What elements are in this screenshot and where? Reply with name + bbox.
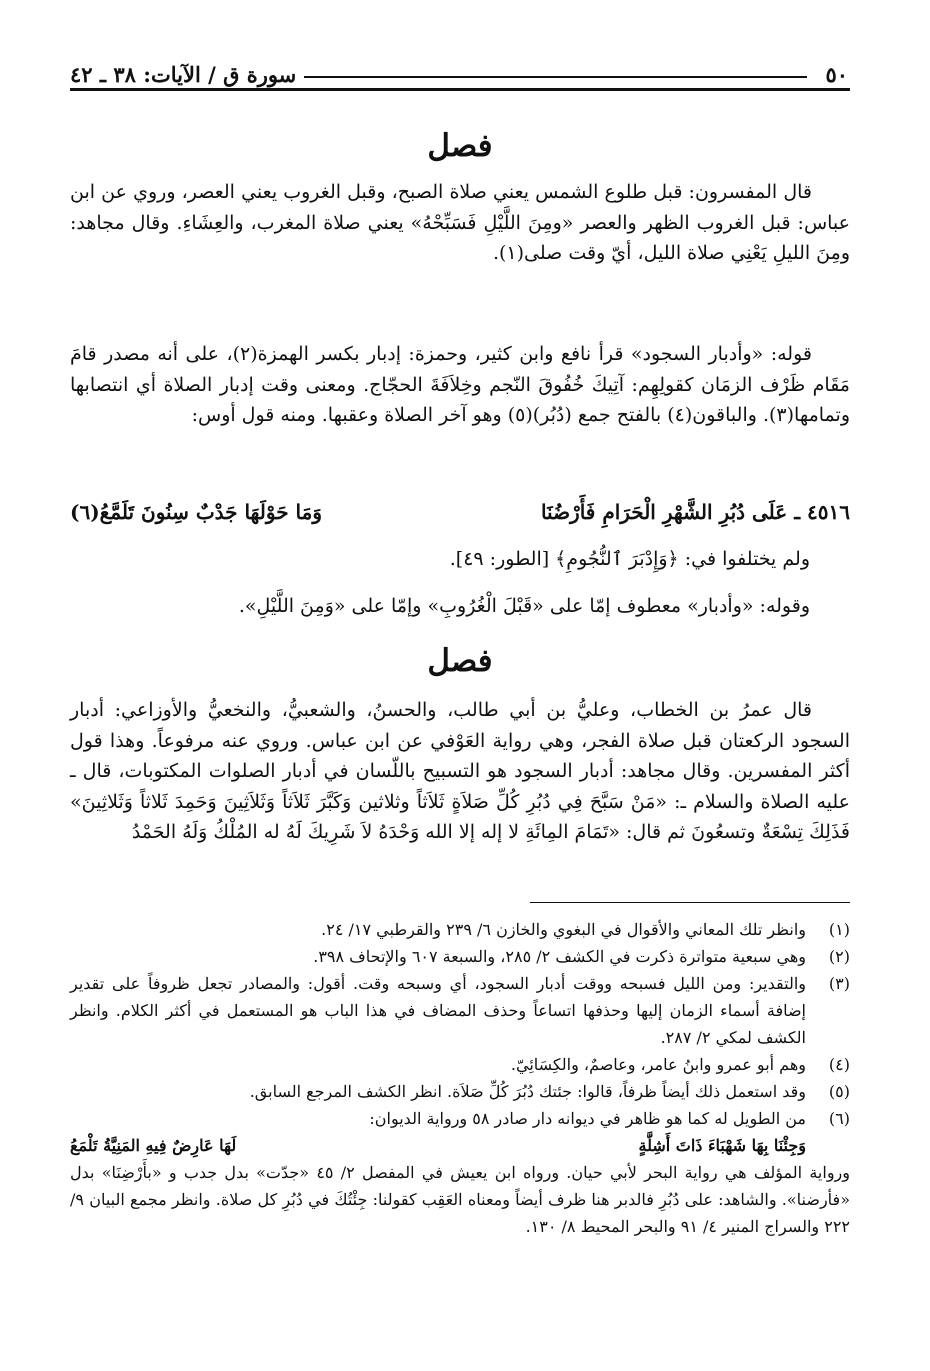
verse-second-hemistich: وَمَا حَوْلَهَا جَدْبٌ سِنُونَ تَلَمَّعُ(٦) xyxy=(70,500,322,524)
paragraph-mufassirun xyxy=(70,177,850,269)
verse-second-hemistich: لَهَا عَارِضٌ فِيهِ المَنِيَّةُ تَلْمَعُ xyxy=(70,1136,237,1155)
footnote-6 xyxy=(70,1105,850,1132)
footnote-number: (١) xyxy=(828,920,850,939)
footnote-number: (٦) xyxy=(828,1109,850,1128)
poetry-verse-4516 xyxy=(70,500,850,524)
footnote-divider xyxy=(530,902,850,903)
paragraph-adbar-sujud xyxy=(70,695,850,848)
surah-reference: سورة ق / الآيات: ٣٨ ـ ٤٢ xyxy=(70,61,297,87)
footnote-number: (٣) xyxy=(828,974,850,993)
footnote-6-continuation: ورواية المؤلف هي رواية البحر لأبي حيان. ورواه ابن يعيش في المفصل ٢/ ٤٥ «جدّت» بدل جدب و «بأَرْضِنَا» بدل «فأرضنا». والشاهد: على دُبُرِ فالدبر هنا ظرف أيضاً ومعناه العَقِب كقولنا: جِئْتُكَ في دُبُرِ كل صلاة. وانظر مجمع البيان ٩/ ٢٢٢ والسراج المنير ٤/ ٩١ والبحر المحيط ٨/ ١٣٠. xyxy=(70,1163,850,1236)
header-divider xyxy=(70,88,850,91)
verse-first-hemistich: وَجِئْنَا بِهَا شَهْبَاءَ ذَاتَ أَشِلَّةٍ xyxy=(638,1136,806,1155)
paragraph-qira-at xyxy=(70,339,850,431)
verse-first-hemistich xyxy=(541,500,850,524)
footnotes xyxy=(70,916,850,1240)
footnote-1 xyxy=(70,916,850,943)
footnote-number: (٥) xyxy=(828,1082,850,1101)
footnote-6-verse xyxy=(70,1132,850,1159)
footnote-4 xyxy=(70,1051,850,1078)
footnote-text: من الطويل له كما هو ظاهر في ديوانه دار صادر ٥٨ ورواية الديوان: xyxy=(369,1109,806,1128)
quran-reference-line: ولم يختلفوا في: ﴿وَإِدْبَرَ ٱلنُّجُومِ﴾ [الطور: ٤٩]. xyxy=(449,548,810,570)
verse-number: ٤٥١٦ ـ xyxy=(794,500,850,524)
footnote-5 xyxy=(70,1078,850,1105)
footnote-number: (٤) xyxy=(828,1055,850,1074)
paragraph-text: قال عمرُ بن الخطاب، وعليُّ بن أبي طالب، والحسنُ، والشعبيُّ، والنخعيُّ والأوزاعي: أدبار السجود الركعتان قبل صلاة الفجر، وهي رواية العَوْفي عن ابن عباس. وروي عنه مرفوعاً. وهذا قول أكثر المفسرين. وقال مجاهد: أدبار السجود هو التسبيح باللّسان في أدبار الصلوات المكتوبات، قال ـ عليه الصلاة والسلام ـ: «مَنْ سَبَّحَ فِي دُبُرِ كُلِّ صَلاَةٍ ثَلاَثاً وثلاثين وَكَبَّرَ ثَلاَثاً وَثَلاَثِينَ وَحَمِدَ ثَلاثاً وَثَلاثِينَ» فَذَلِكَ تِسْعَةٌ وتسعُونَ ثم قال: «تَمَامَ المِائَةِ لا إله إلا الله وَحْدَهُ لاَ شَرِيكَ لَهُ له المُلْكُ وَلَهُ الحَمْدُ xyxy=(70,699,850,843)
footnote-text: وهم أبو عمرو وابنُ عامر، وعاصمٌ، والكِسَائِيّ. xyxy=(510,1055,806,1074)
section-title-2: فصل xyxy=(427,643,493,679)
verse-right-text: عَلَى دُبُرِ الشَّهْرِ الْحَرَامِ فَأَرْضُنَا xyxy=(540,500,788,524)
footnote-number: (٢) xyxy=(828,947,850,966)
footnote-text: والتقدير: ومن الليل فسبحه ووقت أدبار السجود، أي وسبحه وقت. أقول: والمصادر تجعل ظروفاً على تقدير إضافة أسماء الزمان إليها وحذفها اتساعاً وحذف المضاف في هذا الباب هو المستعمل في أكثر الكلام. وانظر الكشف لمكي ٢/ ٢٨٧. xyxy=(70,974,806,1047)
header-leader-line xyxy=(304,76,807,78)
footnote-text: وانظر تلك المعاني والأقوال في البغوي والخازن ٦/ ٢٣٩ والقرطبي ١٧/ ٢٤. xyxy=(321,920,806,939)
footnote-3 xyxy=(70,970,850,1051)
footnote-text: وقد استعمل ذلك أيضاً ظرفاً، قالوا: جئتك دُبُرَ كُلِّ صَلاَة. انظر الكشف المرجع السابق. xyxy=(249,1082,806,1101)
footnote-text: وهي سبعية متواترة ذكرت في الكشف ٢/ ٢٨٥، والسبعة ٦٠٧ والإتحاف ٣٩٨. xyxy=(313,947,806,966)
conjunction-note-line: وقوله: «وأدبار» معطوف إمّا على «قَبْلَ الْغُرُوبِ» وإمّا على «وَمِنَ اللَّيْلِ». xyxy=(238,595,810,617)
page xyxy=(70,40,850,1340)
paragraph-text: قال المفسرون: قبل طلوع الشمس يعني صلاة الصبح، وقبل الغروب يعني العصر، وروي عن ابن عباس: قبل الغروب الظهر والعصر «ومِنَ اللَّيْلِ فَسَبِّحْهُ» يعني صلاة المغرب، والعِشَاءِ. وقال مجاهد: ومِنَ الليلِ يَعْنِي صلاة الليل، أيّ وقت صلى(١). xyxy=(70,181,850,264)
footnote-2 xyxy=(70,943,850,970)
section-title-1: فصل xyxy=(427,128,493,164)
paragraph-text: قوله: «وأدبار السجود» قرأ نافع وابن كثير، وحمزة: إدبار بكسر الهمزة(٢)، على أنه مصدر قامَ مَقَام ظَرْف الزمَان كقولِهِم: آتِيكَ خُفُوقَ النّجم وخِلاَفَةَ الحجّاج. ومعنى وقت إدبار الصلاة أي انتصابها وتمامها(٣). والباقون(٤) بالفتح جمع (دُبُر)(٥) وهو آخر الصلاة وعقبها. ومنه قول أوس: xyxy=(70,343,850,426)
page-number: ٥٠ xyxy=(825,61,848,87)
